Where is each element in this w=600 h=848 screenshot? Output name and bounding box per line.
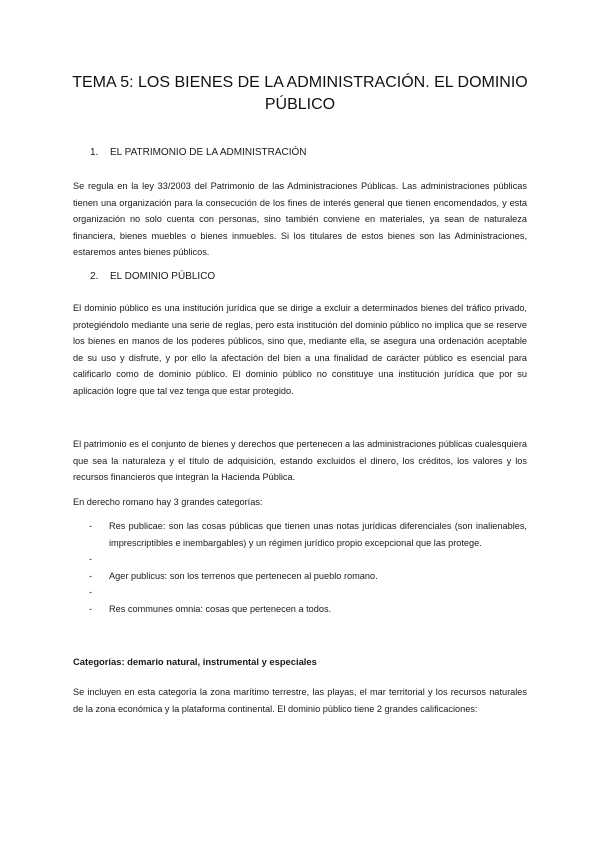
- list-item-text: Res publicae: son las cosas públicas que tienen unas notas jurídicas diferenciales (son inalienables, imprescriptibles e inembargables) y un régimen jurídico propio excepcional que las protege.: [109, 521, 527, 548]
- roman-categories-list: [73, 518, 527, 617]
- paragraph-patrimonio-intro: Se regula en la ley 33/2003 del Patrimonio de las Administraciones Públicas. Las administraciones públicas tienen una organización para la consecución de los fines de interés general que tienen encomendados, y esta organización no solo cuenta con personas, sino también conviene en materiales, ya sean de naturaleza financiera, bienes muebles o bienes inmuebles. Si los titulares de estos bienes son las Administraciones, estaremos antes bienes públicos.: [73, 181, 527, 257]
- section-heading-dominio: [90, 270, 215, 283]
- list-dash: -: [89, 570, 93, 581]
- section-heading-text: EL DOMINIO PÚBLICO: [110, 271, 216, 282]
- list-item: [73, 551, 527, 568]
- list-dash: -: [89, 554, 93, 564]
- section-number: 2.: [90, 271, 99, 282]
- list-item: [73, 601, 527, 618]
- list-item: [73, 568, 527, 585]
- section-heading-patrimonio: [90, 146, 307, 159]
- list-dash: -: [89, 587, 93, 597]
- list-item-text: Ager publicus: son los terrenos que pertenecen al pueblo romano.: [109, 570, 378, 581]
- paragraph-patrimonio-definition: El patrimonio es el conjunto de bienes y derechos que pertenecen a las administraciones públicas cualesquiera que sea la naturaleza y el título de adquisición, estando excluidos el dinero, los créditos, los valores y los recursos financieros que integran la Hacienda Pública.: [73, 439, 527, 482]
- paragraph-dominio-definition: El dominio público es una institución jurídica que se dirige a excluir a determinados bienes del tráfico privado, protegiéndolo mediante una serie de reglas, pero esta institución del dominio público no implica que se reserve los bienes en manos de los poderes públicos, sino que, mediante ella, se asegura una ordenación aceptable de su uso y disfrute, y por ello la afectación del bien a una finalidad de carácter público es esencial para calificarlo como de dominio público. El dominio público no constituye una institución jurídica que por su aplicación logre que tal vez tenga que estar protegido.: [73, 303, 527, 396]
- bold-subheading-categorias: Categorías: demario natural, instrumental y especiales: [73, 656, 317, 667]
- paragraph-categorias: Se incluyen en esta categoría la zona marítimo terrestre, las playas, el mar territorial y los recursos naturales de la zona económica y la plataforma continental. El dominio público tiene 2 grandes calificaciones:: [73, 687, 527, 714]
- list-item: [73, 518, 527, 551]
- list-dash: -: [89, 603, 93, 614]
- list-dash: -: [89, 521, 93, 531]
- document-title: TEMA 5: LOS BIENES DE LA ADMINISTRACIÓN. EL DOMINIO PÚBLICO: [72, 74, 528, 113]
- section-number: 1.: [90, 147, 99, 158]
- section-heading-text: EL PATRIMONIO DE LA ADMINISTRACIÓN: [110, 147, 307, 158]
- paragraph-derecho-romano: En derecho romano hay 3 grandes categorías:: [73, 497, 263, 507]
- list-item-text: Res communes omnia: cosas que pertenecen a todos.: [109, 603, 332, 614]
- list-item: [73, 584, 527, 601]
